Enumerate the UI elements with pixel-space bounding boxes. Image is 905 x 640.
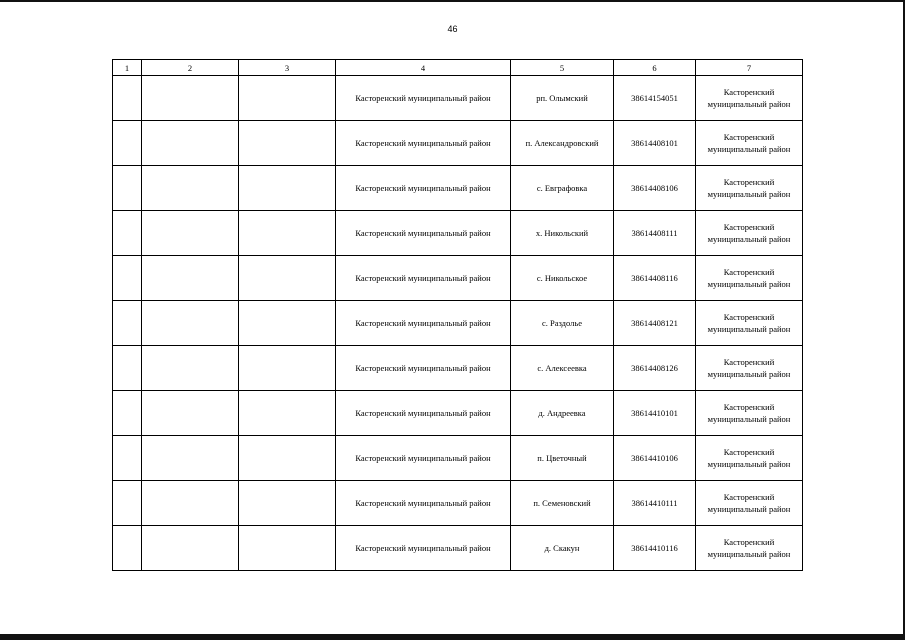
district-cell: Касторенский муниципальный район: [336, 526, 511, 571]
settlement-cell: с. Евграфовка: [511, 166, 614, 211]
col2-cell: [142, 391, 239, 436]
oktmo-code-cell: 38614410111: [614, 481, 696, 526]
table-row: [113, 481, 803, 526]
column-header: 1: [113, 60, 142, 76]
col3-cell: [239, 391, 336, 436]
row-number-cell: [113, 256, 142, 301]
district-cell: Касторенский муниципальный район: [336, 436, 511, 481]
table-row: [113, 436, 803, 481]
row-number-cell: [113, 301, 142, 346]
municipality-cell: Касторенский муниципальный район: [696, 526, 803, 571]
oktmo-code-cell: 38614410101: [614, 391, 696, 436]
page-number: 46: [447, 24, 458, 34]
municipality-cell: Касторенский муниципальный район: [696, 211, 803, 256]
oktmo-code-cell: 38614408101: [614, 121, 696, 166]
oktmo-code-cell: 38614408126: [614, 346, 696, 391]
col3-cell: [239, 481, 336, 526]
row-number-cell: [113, 121, 142, 166]
oktmo-code-cell: 38614410116: [614, 526, 696, 571]
settlement-cell: х. Никольский: [511, 211, 614, 256]
col2-cell: [142, 481, 239, 526]
municipality-cell: Касторенский муниципальный район: [696, 166, 803, 211]
settlement-cell: с. Алексеевка: [511, 346, 614, 391]
col3-cell: [239, 76, 336, 121]
table-row: [113, 121, 803, 166]
table-row: [113, 166, 803, 211]
row-number-cell: [113, 436, 142, 481]
table-row: [113, 346, 803, 391]
district-cell: Касторенский муниципальный район: [336, 256, 511, 301]
col2-cell: [142, 526, 239, 571]
oktmo-code-cell: 38614408106: [614, 166, 696, 211]
col3-cell: [239, 166, 336, 211]
oktmo-code-cell: 38614408121: [614, 301, 696, 346]
table-body: [113, 76, 803, 571]
row-number-cell: [113, 526, 142, 571]
table-row: [113, 256, 803, 301]
municipality-cell: Касторенский муниципальный район: [696, 121, 803, 166]
settlement-cell: с. Раздолье: [511, 301, 614, 346]
col3-cell: [239, 211, 336, 256]
municipality-cell: Касторенский муниципальный район: [696, 436, 803, 481]
district-cell: Касторенский муниципальный район: [336, 76, 511, 121]
table-row: [113, 526, 803, 571]
col2-cell: [142, 346, 239, 391]
scan-border-bottom: [0, 634, 905, 640]
col3-cell: [239, 526, 336, 571]
district-cell: Касторенский муниципальный район: [336, 121, 511, 166]
col3-cell: [239, 346, 336, 391]
column-header: 6: [614, 60, 696, 76]
col2-cell: [142, 436, 239, 481]
settlement-cell: рп. Олымский: [511, 76, 614, 121]
district-cell: Касторенский муниципальный район: [336, 391, 511, 436]
municipality-cell: Касторенский муниципальный район: [696, 76, 803, 121]
oktmo-code-cell: 38614410106: [614, 436, 696, 481]
table-row: [113, 76, 803, 121]
table-row: [113, 391, 803, 436]
district-cell: Касторенский муниципальный район: [336, 481, 511, 526]
scan-border-top: [0, 0, 905, 2]
municipality-cell: Касторенский муниципальный район: [696, 391, 803, 436]
municipality-cell: Касторенский муниципальный район: [696, 301, 803, 346]
col2-cell: [142, 121, 239, 166]
column-header: 7: [696, 60, 803, 76]
table-row: [113, 301, 803, 346]
column-header: 3: [239, 60, 336, 76]
col2-cell: [142, 166, 239, 211]
col3-cell: [239, 121, 336, 166]
column-header: 5: [511, 60, 614, 76]
col3-cell: [239, 436, 336, 481]
settlement-cell: д. Андреевка: [511, 391, 614, 436]
district-cell: Касторенский муниципальный район: [336, 166, 511, 211]
col3-cell: [239, 256, 336, 301]
row-number-cell: [113, 391, 142, 436]
row-number-cell: [113, 76, 142, 121]
column-header: 2: [142, 60, 239, 76]
district-cell: Касторенский муниципальный район: [336, 346, 511, 391]
oktmo-code-cell: 38614408111: [614, 211, 696, 256]
settlement-cell: п. Семеновский: [511, 481, 614, 526]
column-header: 4: [336, 60, 511, 76]
municipality-cell: Касторенский муниципальный район: [696, 256, 803, 301]
row-number-cell: [113, 211, 142, 256]
oktmo-code-cell: 38614408116: [614, 256, 696, 301]
settlement-cell: п. Цветочный: [511, 436, 614, 481]
table-row: [113, 211, 803, 256]
settlement-cell: д. Скакун: [511, 526, 614, 571]
register-table: [112, 59, 803, 571]
col2-cell: [142, 76, 239, 121]
municipality-cell: Касторенский муниципальный район: [696, 481, 803, 526]
column-number-row: [113, 60, 803, 76]
district-cell: Касторенский муниципальный район: [336, 301, 511, 346]
col2-cell: [142, 256, 239, 301]
settlement-cell: п. Александровский: [511, 121, 614, 166]
settlement-cell: с. Никольское: [511, 256, 614, 301]
oktmo-code-cell: 38614154051: [614, 76, 696, 121]
col3-cell: [239, 301, 336, 346]
municipality-cell: Касторенский муниципальный район: [696, 346, 803, 391]
district-cell: Касторенский муниципальный район: [336, 211, 511, 256]
col2-cell: [142, 211, 239, 256]
row-number-cell: [113, 481, 142, 526]
col2-cell: [142, 301, 239, 346]
row-number-cell: [113, 166, 142, 211]
row-number-cell: [113, 346, 142, 391]
